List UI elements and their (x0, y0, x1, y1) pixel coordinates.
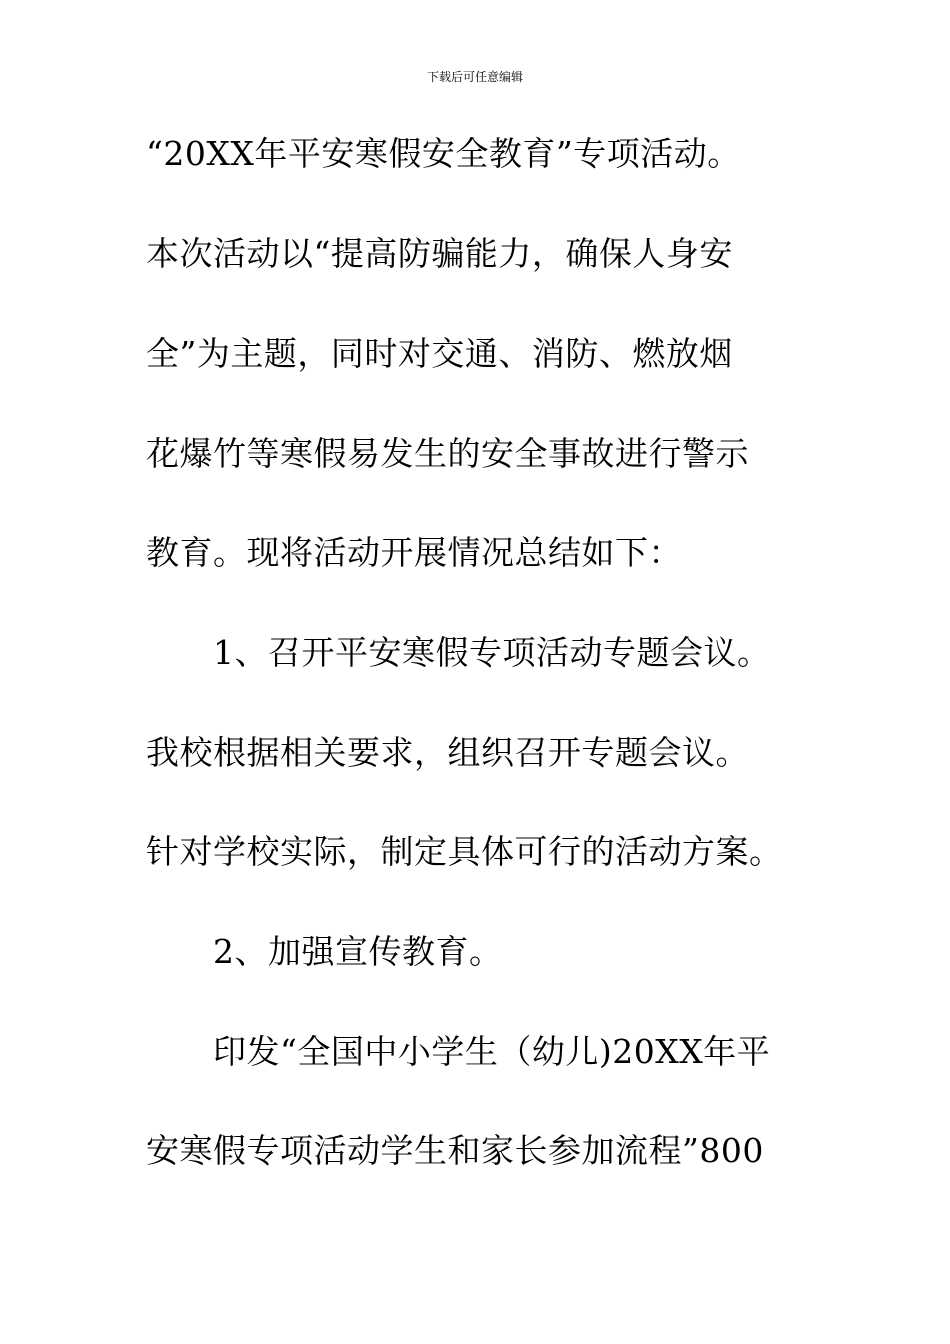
body-line-4: 花爆竹等寒假易发生的安全事故进行警示 (146, 434, 749, 473)
body-line-2: 本次活动以“提高防骗能力，确保人身安 (146, 234, 733, 273)
body-line-3: 全”为主题，同时对交通、消防、燃放烟 (146, 334, 733, 373)
section-heading-2: 2、加强宣传教育。 (213, 932, 503, 971)
body-line-5: 教育。现将活动开展情况总结如下： (146, 533, 682, 572)
header-note: 下载后可任意编辑 (426, 70, 523, 84)
body-line-1: “20XX年平安寒假安全教育”专项活动。 (146, 134, 741, 173)
section-heading-1: 1、召开平安寒假专项活动专题会议。 (213, 633, 771, 672)
body-line-7: 我校根据相关要求，组织召开专题会议。 (146, 733, 749, 772)
body-line-10: 印发“全国中小学生（幼儿)20XX年平 (213, 1032, 771, 1071)
body-line-11: 安寒假专项活动学生和家长参加流程”800 (146, 1131, 764, 1170)
body-line-8: 针对学校实际，制定具体可行的活动方案。 (146, 832, 783, 871)
